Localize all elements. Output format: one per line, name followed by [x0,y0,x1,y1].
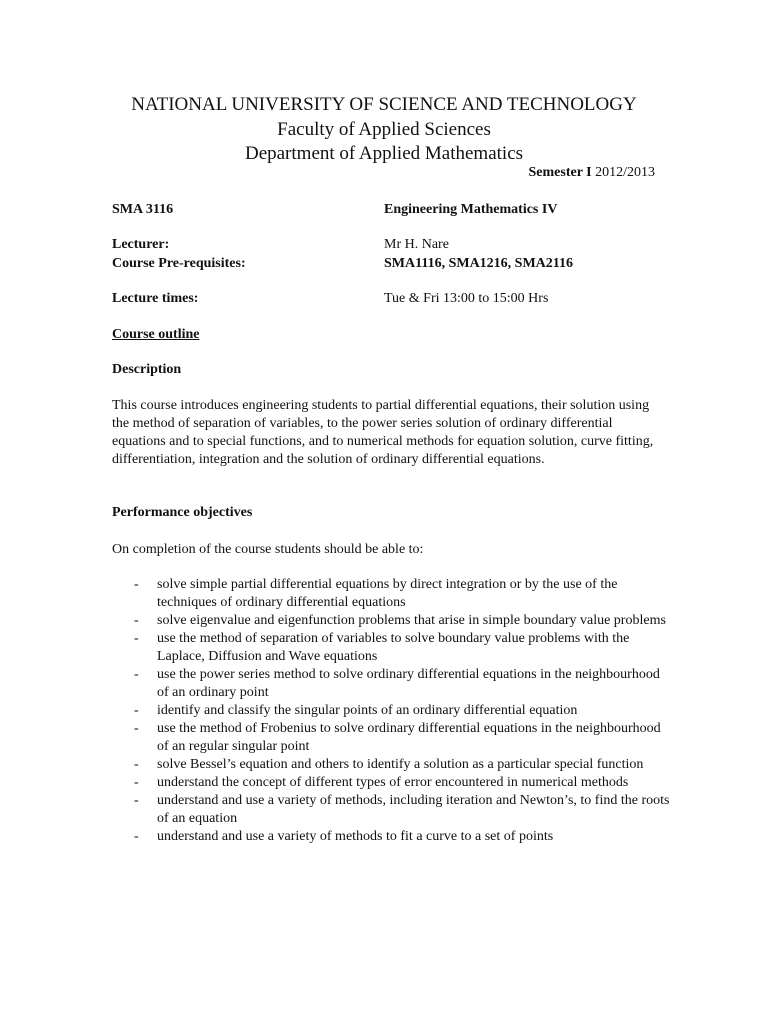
lecture-times-value: Tue & Fri 13:00 to 15:00 Hrs [384,291,549,306]
faculty-name: Faculty of Applied Sciences [277,119,491,140]
semester-year: 2012/2013 [595,165,655,180]
list-item [112,828,672,846]
objective-text: solve Bessel’s equation and others to identify a solution as a particular special function [157,757,644,772]
lecture-times-label: Lecture times: [112,291,199,306]
bullet-dash: - [134,721,139,736]
list-item [112,720,672,756]
bullet-dash: - [134,613,139,628]
course-code: SMA 3116 [112,202,174,217]
list-item [112,612,672,630]
list-item [112,702,672,720]
bullet-dash: - [134,829,139,844]
list-item [112,630,672,666]
prereq-label: Course Pre-requisites: [112,256,246,271]
list-item [112,774,672,792]
objective-text: solve eigenvalue and eigenfunction problems that arise in simple boundary value problems [157,613,666,628]
bullet-dash: - [134,631,139,646]
course-title: Engineering Mathematics IV [384,202,558,217]
objective-text: use the method of Frobenius to solve ordinary differential equations in the neighbourhood of an regular singular point [157,721,661,754]
objective-text: identify and classify the singular points of an ordinary differential equation [157,703,578,718]
department-name: Department of Applied Mathematics [244,143,524,164]
description-heading: Description [112,362,182,377]
description-paragraph: This course introduces engineering students to partial differential equations, their solution using the method of separation of variables, to the power series solution of ordinary differential equations and to special functions, and to numerical methods for equation solution, curve fitting, differentiation, integration and the solution of ordinary differential equations. [112,398,654,467]
bullet-dash: - [134,757,139,772]
objective-text: understand and use a variety of methods to fit a curve to a set of points [157,829,554,844]
objective-text: use the method of separation of variables to solve boundary value problems with the Laplace, Diffusion and Wave equations [157,631,630,664]
objective-text: solve simple partial differential equations by direct integration or by the use of the techniques of ordinary differential equations [157,577,618,610]
list-item [112,792,672,828]
semester-line [529,165,656,181]
bullet-dash: - [134,775,139,790]
bullet-dash: - [134,667,139,682]
bullet-dash: - [134,577,139,592]
lecturer-name: Mr H. Nare [384,237,449,252]
objective-text: understand the concept of different types of error encountered in numerical methods [157,775,629,790]
list-item [112,756,672,774]
course-outline-heading: Course outline [112,327,200,342]
objective-text: understand and use a variety of methods, including iteration and Newton’s, to find the roots of an equation [157,793,670,826]
university-name: NATIONAL UNIVERSITY OF SCIENCE AND TECHNOLOGY [131,94,637,115]
objectives-heading: Performance objectives [112,505,253,520]
semester-label: Semester I [528,165,592,180]
bullet-dash: - [134,793,139,808]
lecturer-label: Lecturer: [112,237,170,252]
objectives-list [112,576,672,846]
list-item [112,576,672,612]
objectives-intro: On completion of the course students should be able to: [112,542,424,557]
prereq-value: SMA1116, SMA1216, SMA2116 [384,256,574,271]
list-item [112,666,672,702]
bullet-dash: - [134,703,139,718]
objective-text: use the power series method to solve ordinary differential equations in the neighbourhood of an ordinary point [157,667,660,700]
